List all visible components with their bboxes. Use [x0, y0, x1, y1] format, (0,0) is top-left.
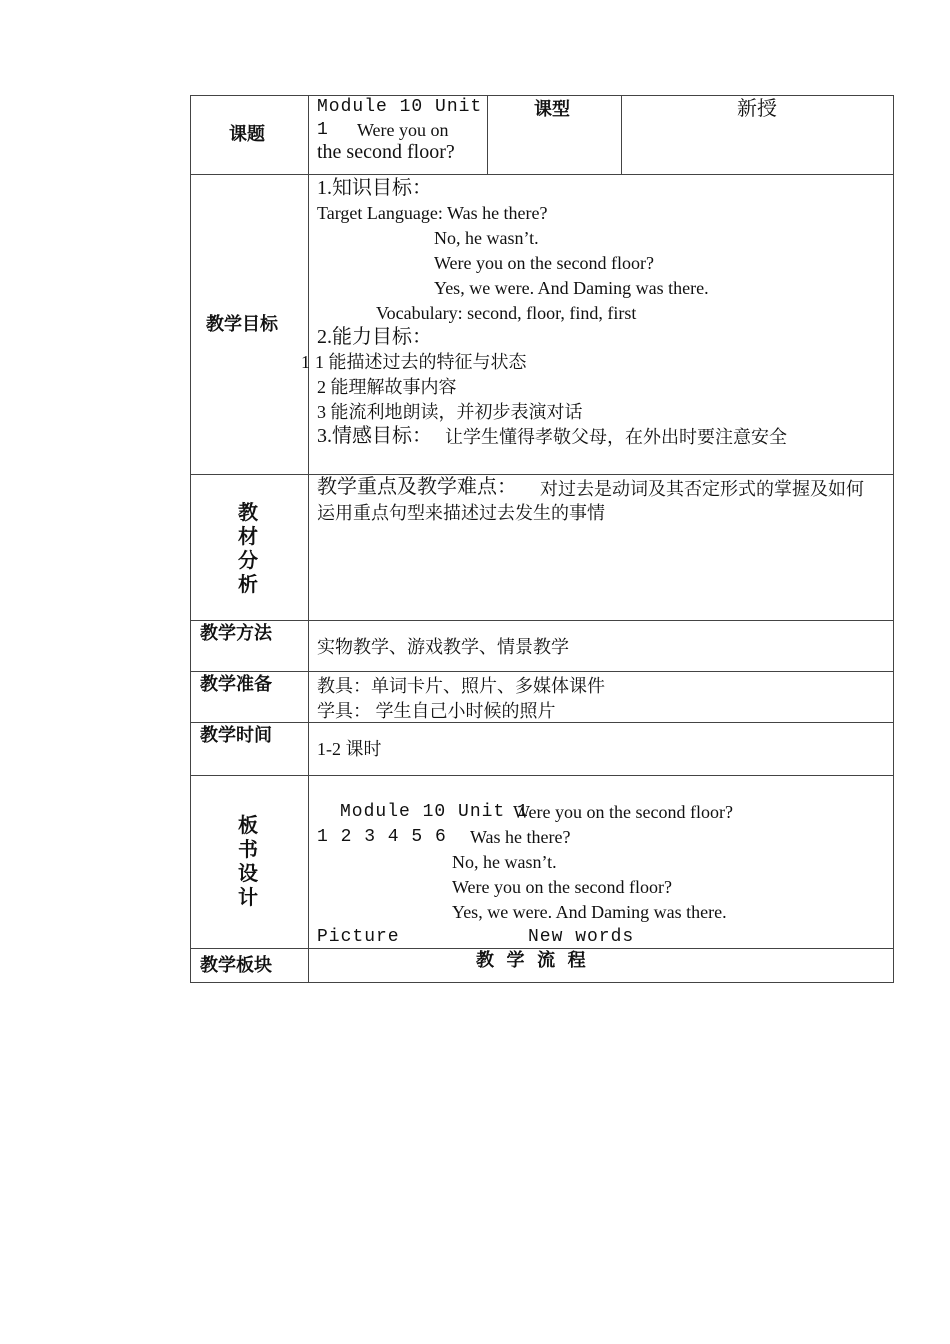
board-label: [238, 813, 258, 909]
topic-label: 课题: [229, 124, 265, 145]
analysis-heading: 教学重点及教学难点：: [317, 476, 517, 498]
analysis-value-cell: [308, 474, 894, 621]
board-answer1: No, he wasn’t.: [452, 852, 557, 872]
topic-title-line2-number: 1: [317, 120, 329, 140]
analysis-label-char: 材: [238, 524, 258, 548]
topic-title-line2: Were you on: [357, 120, 449, 140]
board-module-title: Were you on the second floor?: [513, 802, 733, 822]
topic-value-cell: [308, 95, 488, 175]
board-new-words: New words: [528, 927, 635, 947]
flow-label-cell: [190, 948, 309, 983]
type-value-cell: [621, 95, 894, 175]
prep-label: 教学准备: [200, 674, 272, 695]
method-label-cell: [190, 620, 309, 672]
type-label-cell: [487, 95, 622, 175]
method-value-cell: [308, 620, 894, 672]
analysis-label: [238, 500, 258, 596]
board-answer2: Yes, we were. And Daming was there.: [452, 902, 727, 922]
target-language: Target Language: Was he there?: [317, 203, 548, 223]
target-answer1: No, he wasn’t.: [434, 228, 539, 248]
board-numbers: 1 2 3 4 5 6: [317, 827, 447, 847]
analysis-text-line2: 运用重点句型来描述过去发生的事情: [317, 503, 605, 523]
target-question2: Were you on the second floor?: [434, 253, 654, 273]
flow-value: 教 学 流 程: [476, 950, 586, 971]
method-value: 实物教学、游戏教学、情景教学: [317, 637, 569, 657]
time-value-cell: [308, 722, 894, 776]
time-label-cell: [190, 722, 309, 776]
prep-label-cell: [190, 671, 309, 723]
prep-student: 学具： 学生自己小时候的照片: [317, 701, 556, 721]
analysis-label-char: 析: [238, 572, 258, 596]
knowledge-heading: 1.知识目标：: [317, 177, 432, 199]
topic-title-line1: Module 10 Unit: [317, 97, 483, 117]
target-answer2: Yes, we were. And Daming was there.: [434, 278, 709, 298]
board-picture: Picture: [317, 927, 400, 947]
ability-marker: 1: [301, 352, 310, 372]
prep-teacher: 教具：单词卡片、照片、多媒体课件: [317, 676, 605, 696]
board-label-char: 书: [238, 837, 258, 861]
lesson-plan-table: [190, 95, 894, 983]
ability-item-2: 2 能理解故事内容: [317, 377, 457, 397]
time-label: 教学时间: [200, 725, 272, 746]
goals-label-cell: [190, 174, 309, 475]
flow-label: 教学板块: [200, 955, 272, 976]
board-label-char: 计: [238, 885, 258, 909]
board-value-cell: [308, 775, 894, 949]
vocabulary: Vocabulary: second, floor, find, first: [376, 303, 637, 323]
method-label: 教学方法: [200, 623, 272, 644]
type-label: 课型: [534, 99, 570, 120]
board-label-char: 板: [238, 813, 258, 837]
prep-value-cell: [308, 671, 894, 723]
analysis-label-char: 教: [238, 500, 258, 524]
ability-item-1: 1 能描述过去的特征与状态: [315, 352, 527, 372]
analysis-text-line1: 对过去是动词及其否定形式的掌握及如何: [540, 479, 864, 499]
goals-label: 教学目标: [206, 314, 278, 335]
ability-item-3: 3 能流利地朗读，并初步表演对话: [317, 402, 583, 422]
board-question2: Were you on the second floor?: [452, 877, 672, 897]
topic-label-cell: [190, 95, 309, 175]
flow-value-cell: [308, 948, 894, 983]
board-label-cell: [190, 775, 309, 949]
board-label-char: 设: [238, 861, 258, 885]
time-value: 1-2 课时: [317, 739, 382, 759]
analysis-label-char: 分: [238, 548, 258, 572]
goals-value-cell: [301, 174, 894, 475]
emotion-text: 让学生懂得孝敬父母，在外出时要注意安全: [445, 427, 787, 447]
topic-title-line3: the second floor?: [317, 141, 455, 163]
board-module: Module 10 Unit 1: [340, 802, 529, 822]
emotion-heading: 3.情感目标：: [317, 425, 432, 447]
board-question1: Was he there?: [470, 827, 571, 847]
analysis-label-cell: [190, 474, 309, 621]
ability-heading: 2.能力目标：: [317, 326, 432, 348]
type-value: 新授: [737, 98, 777, 120]
